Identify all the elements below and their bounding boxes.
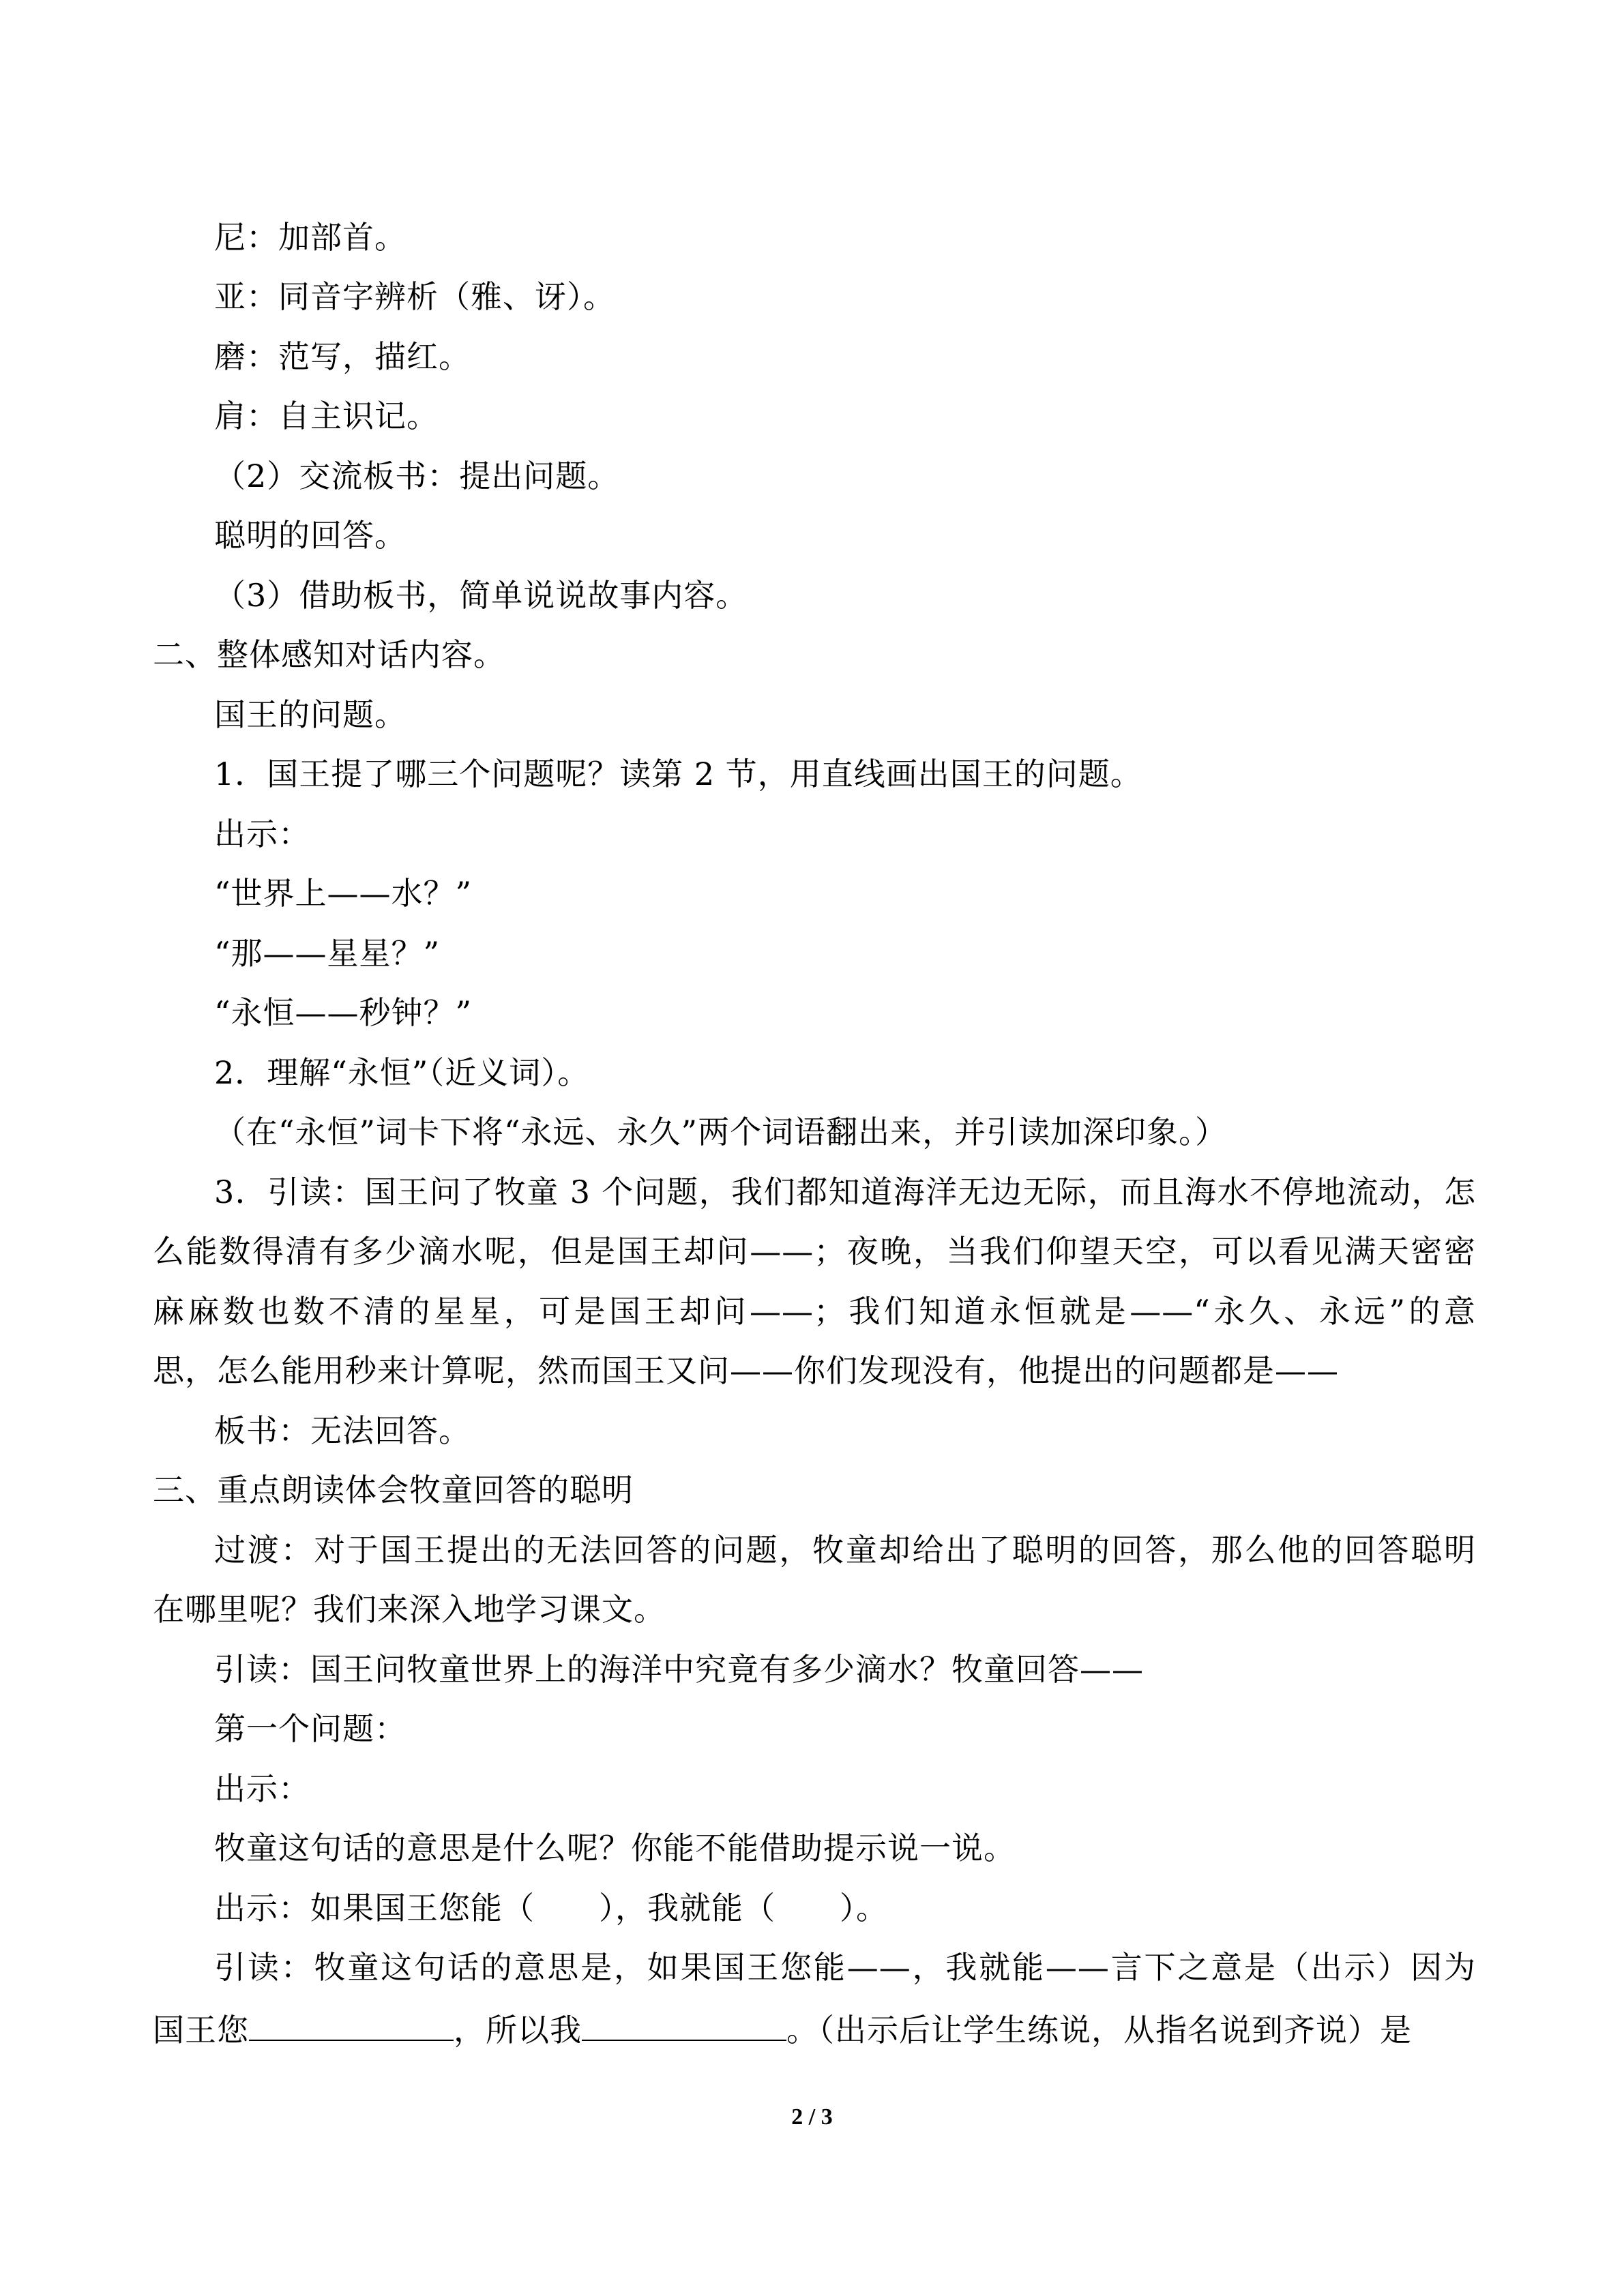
section-heading: 二、整体感知对话内容。 [153, 636, 505, 673]
fill-blank [249, 2007, 454, 2041]
text-line: 思，怎么能用秒来计算呢，然而国王又问——你们发现没有，他提出的问题都是—— [153, 1352, 1339, 1389]
text-line: 1．国王提了哪三个问题呢？读第 2 节，用直线画出国王的问题。 [214, 756, 1142, 792]
text-line: 肩：自主识记。 [214, 398, 439, 434]
section-heading: 三、重点朗读体会牧童回答的聪明 [153, 1472, 634, 1508]
text-line: 亚：同音字辨析（雅、讶）。 [214, 278, 615, 315]
text-line: 出示：如果国王您能（ ），我就能（ ）。 [214, 1890, 888, 1926]
fill-blank [582, 2007, 786, 2041]
text-line: 出示： [214, 1770, 310, 1807]
text-line: 板书：无法回答。 [214, 1412, 471, 1449]
text-line: “永恒——秒钟？” [214, 994, 473, 1031]
text-segment: 。（出示后让学生练说，从指名说到齐说）是 [786, 2012, 1412, 2048]
text-line: （3）借助板书，简单说说故事内容。 [214, 577, 748, 614]
text-line: 磨：范写，描红。 [214, 338, 471, 375]
text-segment: ，所以我 [454, 2012, 582, 2048]
text-line: 聪明的回答。 [214, 517, 407, 554]
text-line: 牧童这句话的意思是什么呢？你能不能借助提示说一说。 [214, 1830, 1016, 1866]
text-segment: 国王您 [153, 2012, 249, 2048]
text-line: 尼：加部首。 [214, 219, 407, 256]
text-line: 国王的问题。 [214, 696, 407, 733]
text-line: 2．理解“永恒”（近义词）。 [214, 1054, 590, 1091]
text-line: 么能数得清有多少滴水呢，但是国王却问——；夜晚，当我们仰望天空，可以看见满天密密 [153, 1233, 1476, 1270]
text-line: （2）交流板书：提出问题。 [214, 458, 620, 494]
text-line: “世界上——水？” [214, 875, 473, 912]
text-line: 在哪里呢？我们来深入地学习课文。 [153, 1591, 666, 1628]
page-number: 2 / 3 [791, 2104, 833, 2130]
text-line: 过渡：对于国王提出的无法回答的问题，牧童却给出了聪明的回答，那么他的回答聪明 [214, 1532, 1476, 1568]
text-line: 引读：国王问牧童世界上的海洋中究竟有多少滴水？牧童回答—— [214, 1651, 1144, 1688]
text-line: 麻麻数也数不清的星星，可是国王却问——；我们知道永恒就是——“永久、永远”的意 [153, 1293, 1476, 1330]
text-line: （在“永恒”词卡下将“永远、永久”两个词语翻出来，并引读加深印象。） [214, 1114, 1228, 1150]
text-line: 3．引读：国王问了牧童 3 个问题，我们都知道海洋无边无际，而且海水不停地流动，怎 [214, 1174, 1476, 1210]
text-line: 引读：牧童这句话的意思是，如果国王您能——，我就能——言下之意是（出示）因为 [214, 1949, 1476, 1986]
text-line: “那——星星？” [214, 935, 441, 972]
text-line: 第一个问题： [214, 1710, 407, 1747]
text-line-with-blanks [153, 2007, 1412, 2051]
text-line: 出示： [214, 816, 310, 852]
